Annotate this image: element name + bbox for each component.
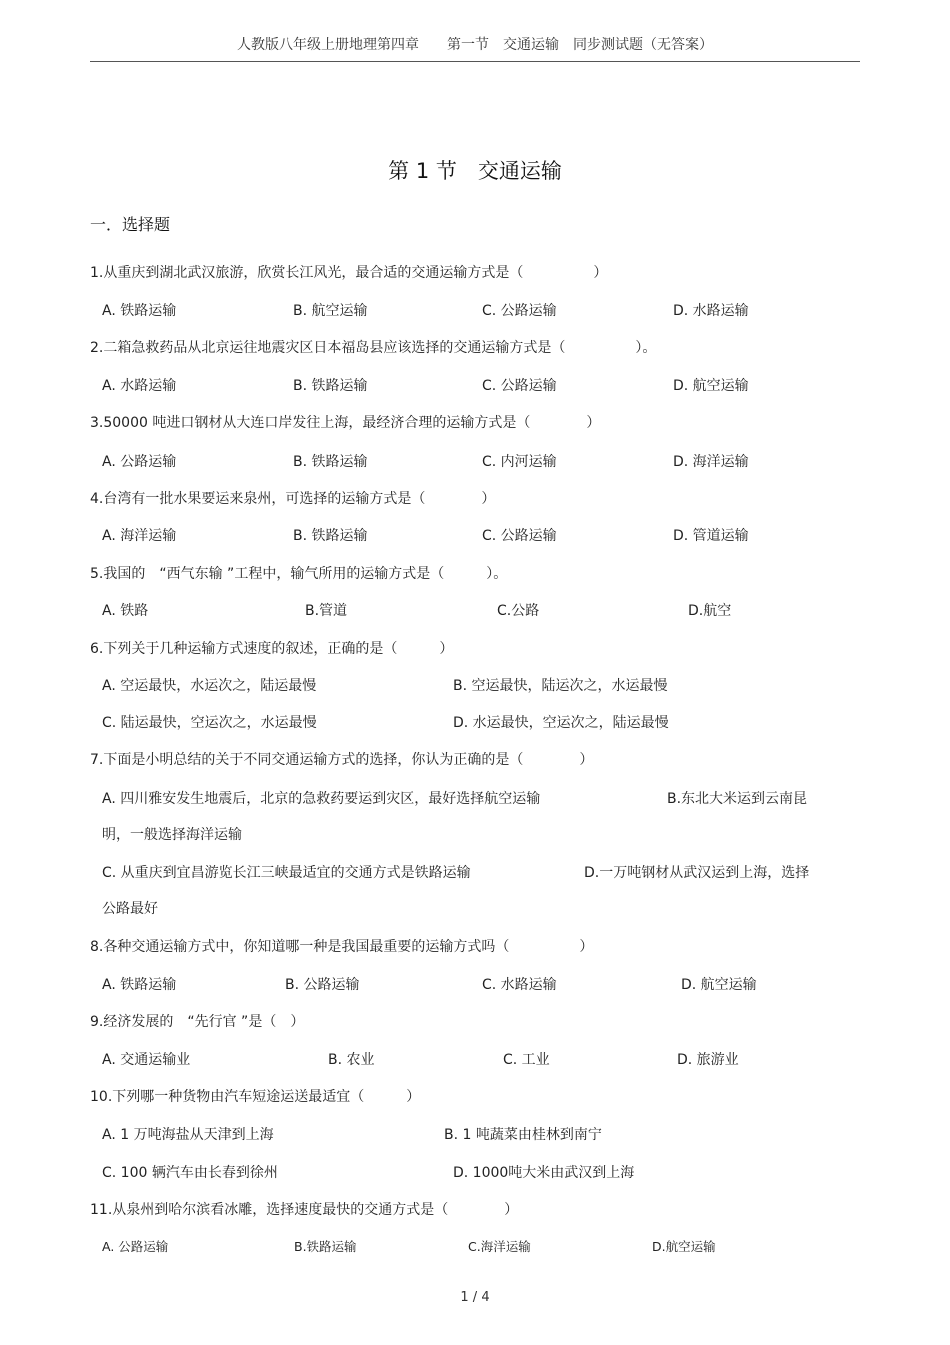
question-9-option-c: C. 工业 xyxy=(503,1052,550,1068)
question-1-option-c: C. 公路运输 xyxy=(482,303,557,319)
header-divider xyxy=(90,61,860,62)
question-3-option-b: B. 铁路运输 xyxy=(293,454,368,470)
question-8-option-d: D. 航空运输 xyxy=(681,977,757,993)
question-2-option-d: D. 航空运输 xyxy=(673,378,749,394)
question-10-stem: 10.下列哪一种货物由汽车短途运送最适宜（ ） xyxy=(90,1089,421,1105)
question-7-option-c: C. 从重庆到宜昌游览长江三峡最适宜的交通方式是铁路运输 xyxy=(102,865,471,881)
question-2-option-c: C. 公路运输 xyxy=(482,378,557,394)
question-7-stem: 7.下面是小明总结的关于不同交通运输方式的选择，你认为正确的是（ ） xyxy=(90,752,594,768)
question-10-option-b: B. 1 吨蔬菜由桂林到南宁 xyxy=(444,1127,602,1143)
page-header: 人教版八年级上册地理第四章 第一节 交通运输 同步测试题（无答案） xyxy=(237,37,713,53)
question-10-option-c: C. 100 辆汽车由长春到徐州 xyxy=(102,1165,278,1181)
question-4-option-c: C. 公路运输 xyxy=(482,528,557,544)
question-7-option-d-cont: 公路最好 xyxy=(102,901,158,917)
question-1-stem: 1.从重庆到湖北武汉旅游，欣赏长江风光，最合适的交通运输方式是（ ） xyxy=(90,265,608,281)
question-2-stem: 2.二箱急救药品从北京运往地震灾区日本福岛县应该选择的交通运输方式是（ ）。 xyxy=(90,340,657,356)
question-11-option-a: A. 公路运输 xyxy=(102,1239,169,1254)
question-3-option-a: A. 公路运输 xyxy=(102,454,177,470)
question-7-option-b-cont: 明，一般选择海洋运输 xyxy=(102,827,242,843)
question-8-option-b: B. 公路运输 xyxy=(285,977,360,993)
question-11-option-c: C.海洋运输 xyxy=(468,1239,531,1254)
question-11-option-b: B.铁路运输 xyxy=(294,1239,357,1254)
question-10-option-a: A. 1 万吨海盐从天津到上海 xyxy=(102,1127,274,1143)
question-2-option-b: B. 铁路运输 xyxy=(293,378,368,394)
question-7-option-a: A. 四川雅安发生地震后，北京的急救药要运到灾区，最好选择航空运输 xyxy=(102,791,541,807)
question-4-option-d: D. 管道运输 xyxy=(673,528,749,544)
question-11-stem: 11.从泉州到哈尔滨看冰雕，选择速度最快的交通方式是（ ） xyxy=(90,1202,519,1218)
question-1-option-d: D. 水路运输 xyxy=(673,303,749,319)
question-8-stem: 8.各种交通运输方式中，你知道哪一种是我国最重要的运输方式吗（ ） xyxy=(90,939,594,955)
question-3-option-d: D. 海洋运输 xyxy=(673,454,749,470)
question-6-option-c: C. 陆运最快，空运次之，水运最慢 xyxy=(102,715,317,731)
question-1-option-b: B. 航空运输 xyxy=(293,303,368,319)
question-9-option-d: D. 旅游业 xyxy=(677,1052,739,1068)
question-4-stem: 4.台湾有一批水果要运来泉州，可选择的运输方式是（ ） xyxy=(90,491,496,507)
page-number: 1 / 4 xyxy=(460,1290,490,1305)
question-4-option-a: A. 海洋运输 xyxy=(102,528,177,544)
question-5-option-b: B.管道 xyxy=(305,603,348,619)
question-6-option-a: A. 空运最快，水运次之，陆运最慢 xyxy=(102,678,317,694)
question-6-stem: 6.下列关于几种运输方式速度的叙述，正确的是（ ） xyxy=(90,641,454,657)
question-7-option-b: B.东北大米运到云南昆 xyxy=(667,791,808,807)
question-6-option-d: D. 水运最快，空运次之，陆运最慢 xyxy=(453,715,669,731)
question-5-option-a: A. 铁路 xyxy=(102,603,149,619)
question-3-stem: 3.50000 吨进口钢材从大连口岸发往上海，最经济合理的运输方式是（ ） xyxy=(90,415,601,431)
question-1-option-a: A. 铁路运输 xyxy=(102,303,177,319)
question-2-option-a: A. 水路运输 xyxy=(102,378,177,394)
question-11-option-d: D.航空运输 xyxy=(652,1239,716,1254)
question-7-option-d: D.一万吨钢材从武汉运到上海，选择 xyxy=(584,865,810,881)
question-3-option-c: C. 内河运输 xyxy=(482,454,557,470)
question-8-option-c: C. 水路运输 xyxy=(482,977,557,993)
question-9-option-b: B. 农业 xyxy=(328,1052,375,1068)
question-5-stem: 5.我国的 “西气东输 ”工程中，输气所用的运输方式是（ ）。 xyxy=(90,566,508,582)
question-8-option-a: A. 铁路运输 xyxy=(102,977,177,993)
question-5-option-c: C.公路 xyxy=(497,603,540,619)
question-6-option-b: B. 空运最快，陆运次之，水运最慢 xyxy=(453,678,668,694)
question-10-option-d: D. 1000吨大米由武汉到上海 xyxy=(453,1165,635,1181)
question-4-option-b: B. 铁路运输 xyxy=(293,528,368,544)
section-heading: 一．选择题 xyxy=(90,215,171,234)
question-9-option-a: A. 交通运输业 xyxy=(102,1052,191,1068)
question-5-option-d: D.航空 xyxy=(688,603,732,619)
page-title: 第 1 节 交通运输 xyxy=(388,159,562,183)
question-9-stem: 9.经济发展的 “先行官 ”是（ ） xyxy=(90,1014,305,1030)
